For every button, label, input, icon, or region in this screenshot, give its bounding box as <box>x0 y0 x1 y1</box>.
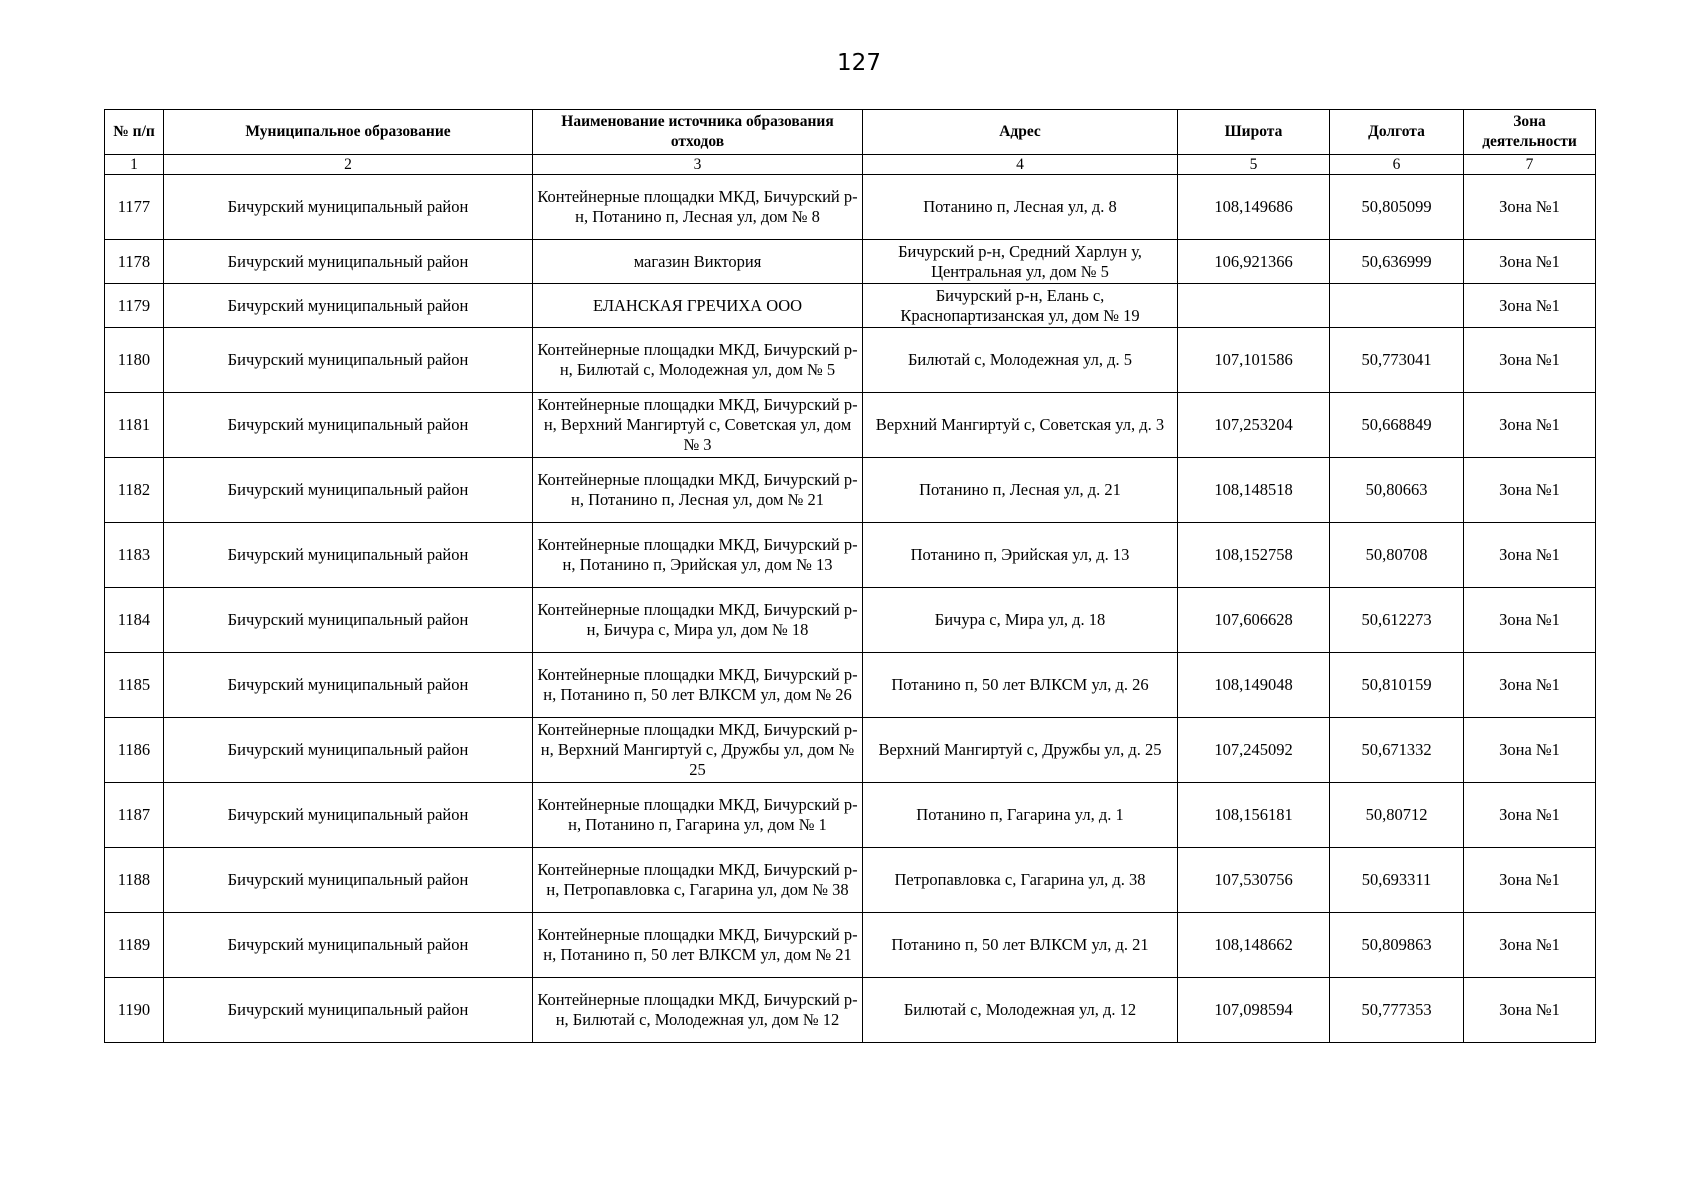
header-municipality: Муниципальное образование <box>164 110 533 155</box>
cell-latitude: 107,098594 <box>1178 978 1330 1043</box>
cell-address: Верхний Мангиртуй с, Дружбы ул, д. 25 <box>863 718 1178 783</box>
cell-row-number: 1179 <box>105 284 164 328</box>
cell-municipality: Бичурский муниципальный район <box>164 653 533 718</box>
cell-latitude: 108,156181 <box>1178 783 1330 848</box>
cell-municipality: Бичурский муниципальный район <box>164 718 533 783</box>
cell-municipality: Бичурский муниципальный район <box>164 913 533 978</box>
cell-municipality: Бичурский муниципальный район <box>164 284 533 328</box>
cell-municipality: Бичурский муниципальный район <box>164 240 533 284</box>
cell-longitude: 50,805099 <box>1330 175 1464 240</box>
table-row <box>105 718 1596 783</box>
cell-address: Верхний Мангиртуй с, Советская ул, д. 3 <box>863 393 1178 458</box>
cell-row-number: 1183 <box>105 523 164 588</box>
cell-address: Потанино п, Эрийская ул, д. 13 <box>863 523 1178 588</box>
cell-source-name: Контейнерные площадки МКД, Бичурский р-н, Билютай с, Молодежная ул, дом № 5 <box>533 328 863 393</box>
cell-latitude: 107,245092 <box>1178 718 1330 783</box>
table-row <box>105 393 1596 458</box>
cell-municipality: Бичурский муниципальный район <box>164 175 533 240</box>
cell-source-name: Контейнерные площадки МКД, Бичурский р-н, Верхний Мангиртуй с, Дружбы ул, дом № 25 <box>533 718 863 783</box>
cell-longitude: 50,80712 <box>1330 783 1464 848</box>
cell-source-name: Контейнерные площадки МКД, Бичурский р-н, Потанино п, 50 лет ВЛКСМ ул, дом № 21 <box>533 913 863 978</box>
page-number: 127 <box>837 50 881 76</box>
column-number: 1 <box>105 155 164 175</box>
cell-latitude: 108,148662 <box>1178 913 1330 978</box>
cell-source-name: ЕЛАНСКАЯ ГРЕЧИХА ООО <box>533 284 863 328</box>
table-row <box>105 978 1596 1043</box>
cell-address: Потанино п, Гагарина ул, д. 1 <box>863 783 1178 848</box>
cell-longitude: 50,80663 <box>1330 458 1464 523</box>
cell-zone: Зона №1 <box>1464 458 1596 523</box>
cell-zone: Зона №1 <box>1464 653 1596 718</box>
cell-source-name: Контейнерные площадки МКД, Бичурский р-н, Потанино п, Гагарина ул, дом № 1 <box>533 783 863 848</box>
cell-municipality: Бичурский муниципальный район <box>164 393 533 458</box>
cell-address: Петропавловка с, Гагарина ул, д. 38 <box>863 848 1178 913</box>
cell-zone: Зона №1 <box>1464 848 1596 913</box>
cell-longitude <box>1330 284 1464 328</box>
header-longitude: Долгота <box>1330 110 1464 155</box>
column-number-row <box>105 155 1596 175</box>
cell-address: Бичура с, Мира ул, д. 18 <box>863 588 1178 653</box>
cell-longitude: 50,636999 <box>1330 240 1464 284</box>
cell-longitude: 50,777353 <box>1330 978 1464 1043</box>
cell-row-number: 1184 <box>105 588 164 653</box>
cell-municipality: Бичурский муниципальный район <box>164 523 533 588</box>
cell-longitude: 50,80708 <box>1330 523 1464 588</box>
cell-municipality: Бичурский муниципальный район <box>164 458 533 523</box>
table-row <box>105 175 1596 240</box>
header-row-number: № п/п <box>105 110 164 155</box>
cell-latitude <box>1178 284 1330 328</box>
cell-zone: Зона №1 <box>1464 523 1596 588</box>
cell-latitude: 108,152758 <box>1178 523 1330 588</box>
cell-latitude: 107,530756 <box>1178 848 1330 913</box>
cell-zone: Зона №1 <box>1464 783 1596 848</box>
cell-address: Билютай с, Молодежная ул, д. 12 <box>863 978 1178 1043</box>
table-row <box>105 783 1596 848</box>
cell-latitude: 107,606628 <box>1178 588 1330 653</box>
cell-longitude: 50,612273 <box>1330 588 1464 653</box>
cell-latitude: 107,101586 <box>1178 328 1330 393</box>
cell-row-number: 1177 <box>105 175 164 240</box>
header-source-name: Наименование источника образования отходов <box>533 110 863 155</box>
table-header-row <box>105 110 1596 155</box>
cell-address: Бичурский р-н, Средний Харлун у, Центральная ул, дом № 5 <box>863 240 1178 284</box>
cell-zone: Зона №1 <box>1464 328 1596 393</box>
cell-address: Потанино п, Лесная ул, д. 21 <box>863 458 1178 523</box>
cell-address: Билютай с, Молодежная ул, д. 5 <box>863 328 1178 393</box>
table-row <box>105 848 1596 913</box>
table-row <box>105 284 1596 328</box>
cell-zone: Зона №1 <box>1464 284 1596 328</box>
table-row <box>105 653 1596 718</box>
cell-address: Потанино п, 50 лет ВЛКСМ ул, д. 21 <box>863 913 1178 978</box>
cell-row-number: 1182 <box>105 458 164 523</box>
table-row <box>105 328 1596 393</box>
column-number: 5 <box>1178 155 1330 175</box>
cell-zone: Зона №1 <box>1464 393 1596 458</box>
cell-source-name: Контейнерные площадки МКД, Бичурский р-н, Верхний Мангиртуй с, Советская ул, дом № 3 <box>533 393 863 458</box>
column-number: 4 <box>863 155 1178 175</box>
column-number: 6 <box>1330 155 1464 175</box>
cell-row-number: 1180 <box>105 328 164 393</box>
column-number: 3 <box>533 155 863 175</box>
cell-longitude: 50,671332 <box>1330 718 1464 783</box>
table-row <box>105 588 1596 653</box>
cell-source-name: Контейнерные площадки МКД, Бичурский р-н, Билютай с, Молодежная ул, дом № 12 <box>533 978 863 1043</box>
cell-longitude: 50,773041 <box>1330 328 1464 393</box>
column-number: 7 <box>1464 155 1596 175</box>
cell-zone: Зона №1 <box>1464 913 1596 978</box>
cell-municipality: Бичурский муниципальный район <box>164 328 533 393</box>
table-row <box>105 458 1596 523</box>
waste-sources-table <box>104 109 1596 1043</box>
cell-source-name: Контейнерные площадки МКД, Бичурский р-н, Потанино п, Лесная ул, дом № 21 <box>533 458 863 523</box>
cell-latitude: 107,253204 <box>1178 393 1330 458</box>
cell-latitude: 108,149048 <box>1178 653 1330 718</box>
table-row <box>105 913 1596 978</box>
header-latitude: Широта <box>1178 110 1330 155</box>
cell-zone: Зона №1 <box>1464 718 1596 783</box>
column-number: 2 <box>164 155 533 175</box>
cell-longitude: 50,810159 <box>1330 653 1464 718</box>
header-zone: Зона деятельности <box>1464 110 1596 155</box>
cell-longitude: 50,809863 <box>1330 913 1464 978</box>
cell-source-name: Контейнерные площадки МКД, Бичурский р-н, Потанино п, 50 лет ВЛКСМ ул, дом № 26 <box>533 653 863 718</box>
cell-latitude: 108,149686 <box>1178 175 1330 240</box>
cell-address: Потанино п, 50 лет ВЛКСМ ул, д. 26 <box>863 653 1178 718</box>
table-row <box>105 523 1596 588</box>
cell-row-number: 1187 <box>105 783 164 848</box>
cell-source-name: магазин Виктория <box>533 240 863 284</box>
cell-source-name: Контейнерные площадки МКД, Бичурский р-н, Петропавловка с, Гагарина ул, дом № 38 <box>533 848 863 913</box>
cell-municipality: Бичурский муниципальный район <box>164 783 533 848</box>
cell-row-number: 1181 <box>105 393 164 458</box>
header-address: Адрес <box>863 110 1178 155</box>
cell-row-number: 1189 <box>105 913 164 978</box>
cell-row-number: 1185 <box>105 653 164 718</box>
cell-row-number: 1188 <box>105 848 164 913</box>
cell-row-number: 1190 <box>105 978 164 1043</box>
cell-zone: Зона №1 <box>1464 978 1596 1043</box>
cell-source-name: Контейнерные площадки МКД, Бичурский р-н, Потанино п, Лесная ул, дом № 8 <box>533 175 863 240</box>
cell-row-number: 1186 <box>105 718 164 783</box>
cell-row-number: 1178 <box>105 240 164 284</box>
cell-municipality: Бичурский муниципальный район <box>164 848 533 913</box>
cell-zone: Зона №1 <box>1464 588 1596 653</box>
cell-zone: Зона №1 <box>1464 175 1596 240</box>
cell-longitude: 50,693311 <box>1330 848 1464 913</box>
cell-address: Бичурский р-н, Елань с, Краснопартизанская ул, дом № 19 <box>863 284 1178 328</box>
cell-address: Потанино п, Лесная ул, д. 8 <box>863 175 1178 240</box>
cell-latitude: 108,148518 <box>1178 458 1330 523</box>
cell-municipality: Бичурский муниципальный район <box>164 588 533 653</box>
cell-municipality: Бичурский муниципальный район <box>164 978 533 1043</box>
cell-latitude: 106,921366 <box>1178 240 1330 284</box>
cell-source-name: Контейнерные площадки МКД, Бичурский р-н, Бичура с, Мира ул, дом № 18 <box>533 588 863 653</box>
table-row <box>105 240 1596 284</box>
cell-longitude: 50,668849 <box>1330 393 1464 458</box>
cell-zone: Зона №1 <box>1464 240 1596 284</box>
cell-source-name: Контейнерные площадки МКД, Бичурский р-н, Потанино п, Эрийская ул, дом № 13 <box>533 523 863 588</box>
